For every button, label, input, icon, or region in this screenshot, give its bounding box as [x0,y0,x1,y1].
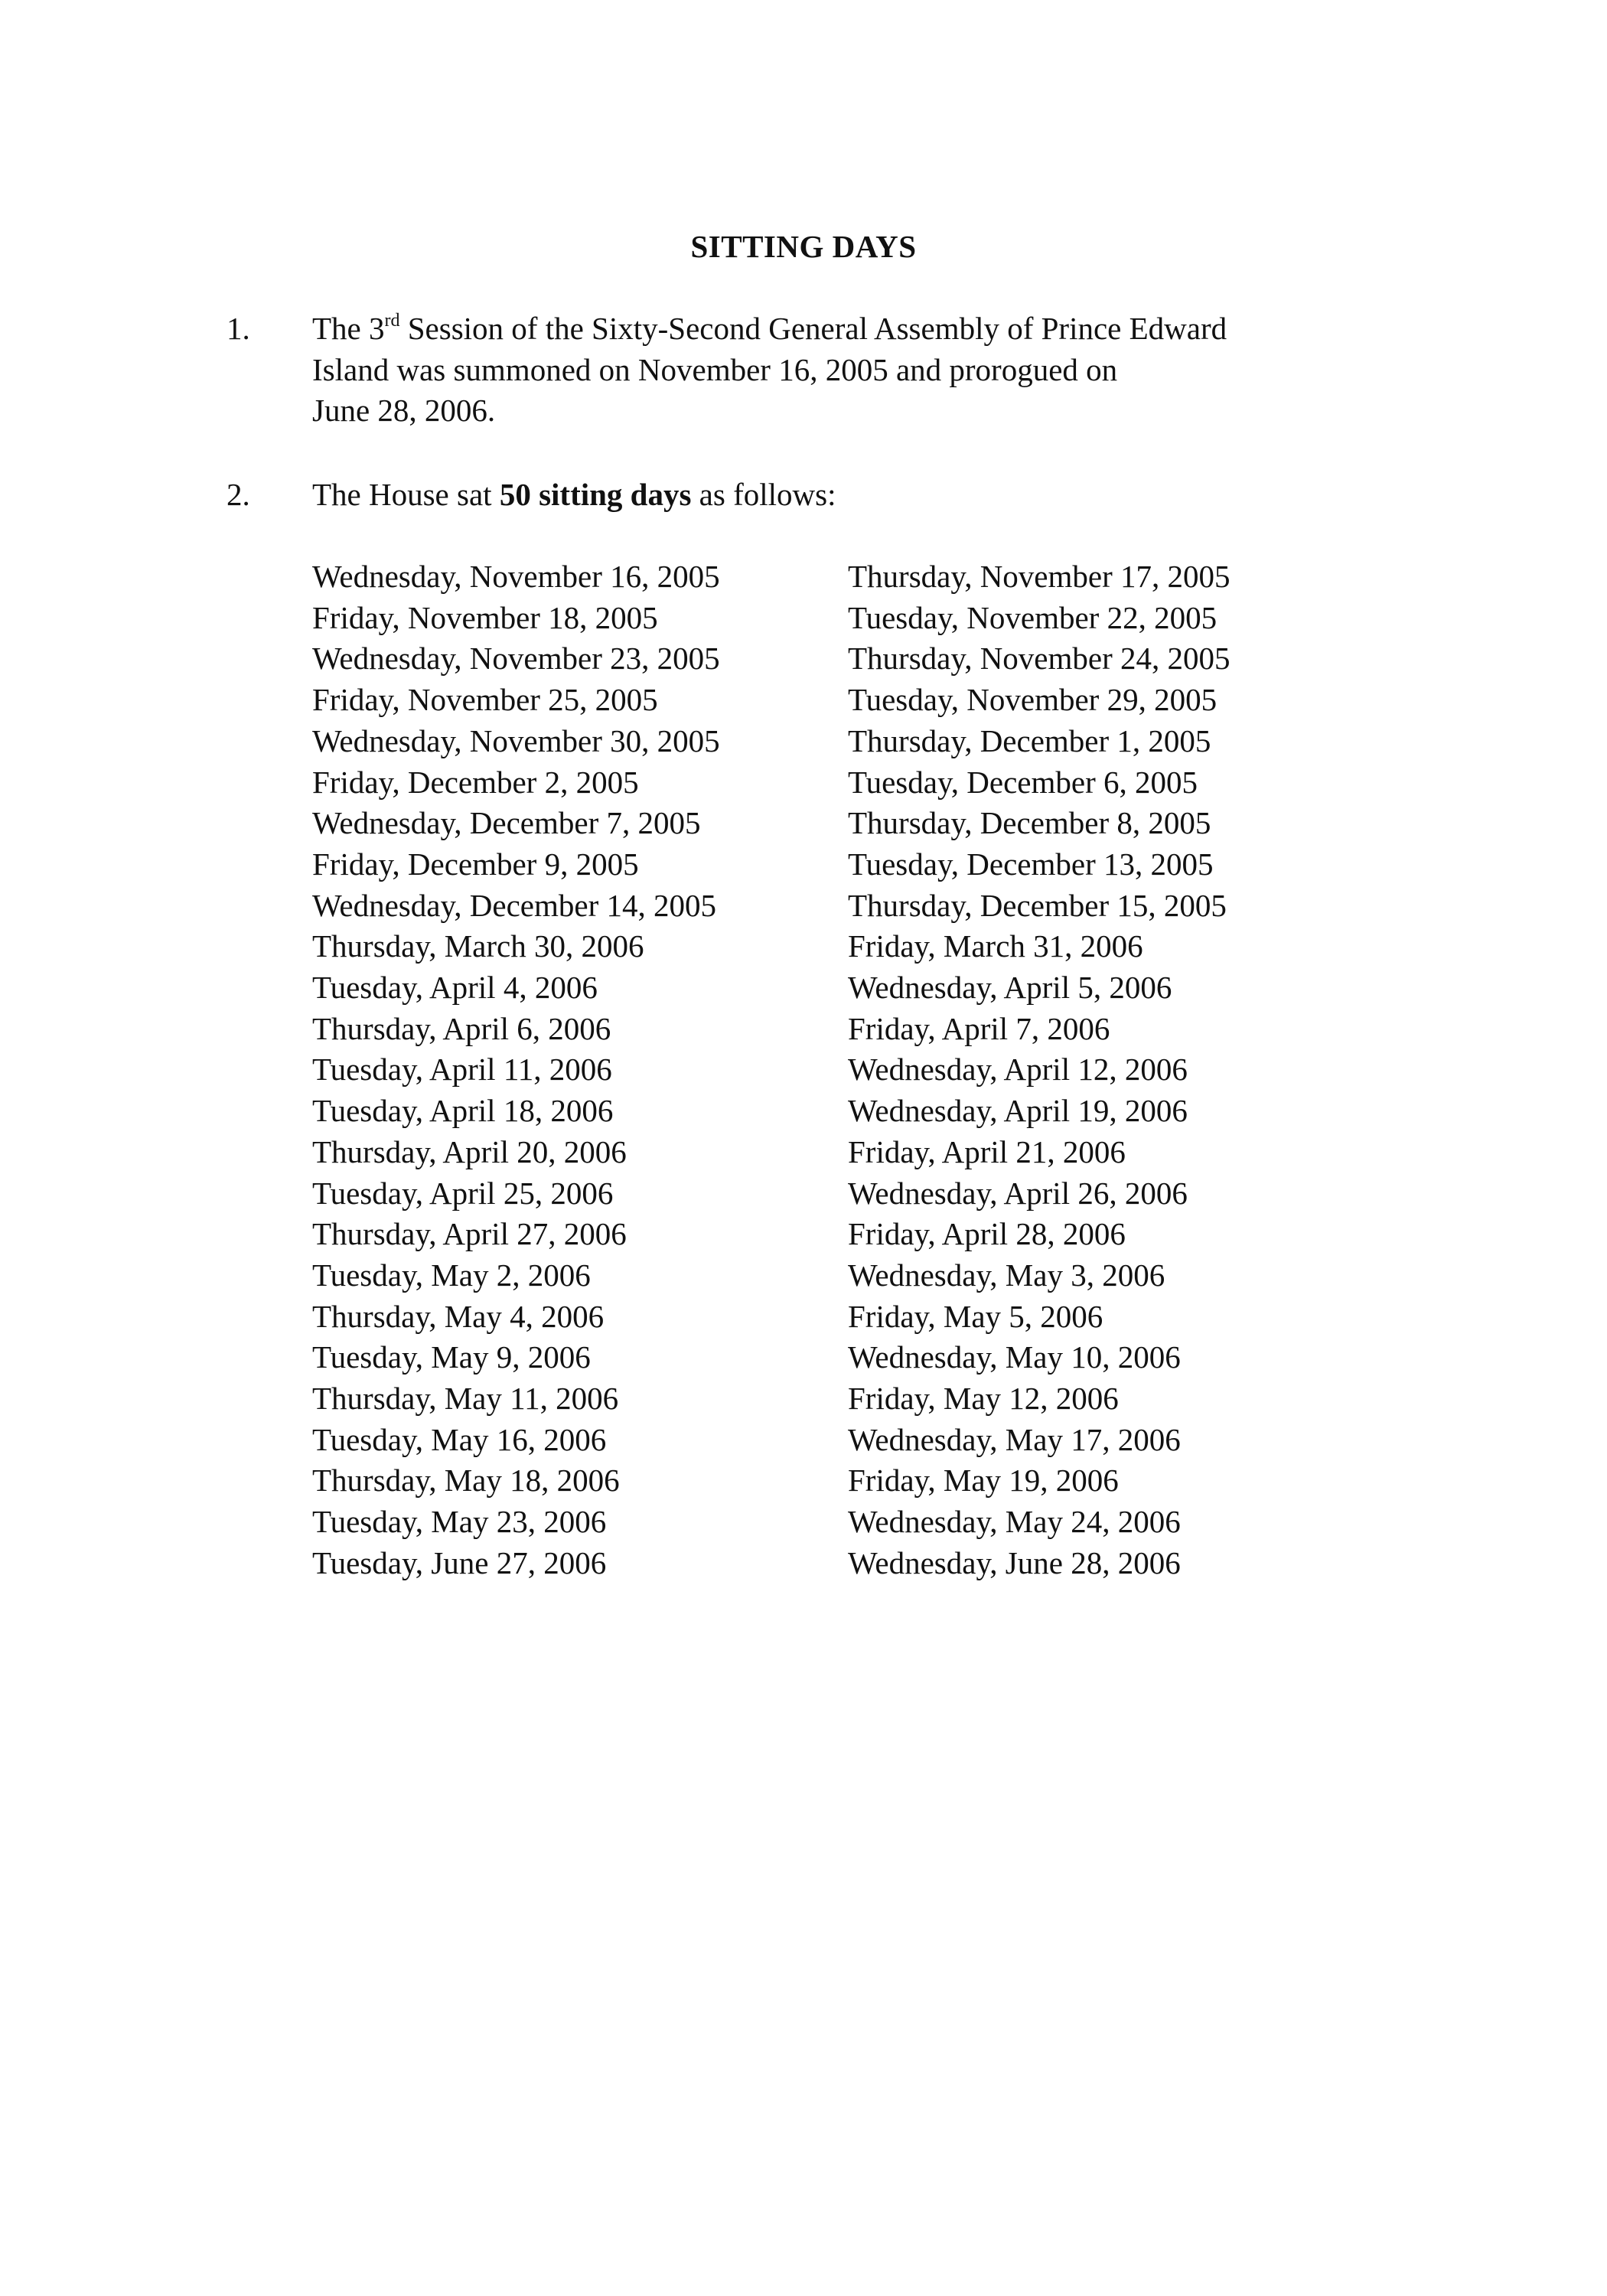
sitting-day-row [312,762,1384,804]
sitting-day-right: Tuesday, December 6, 2005 [848,764,1198,800]
sitting-day-row [312,556,1384,598]
sitting-day-right: Friday, May 12, 2006 [848,1381,1119,1417]
sitting-day-row [312,1502,1384,1543]
list-item-text [312,308,1399,432]
sitting-day-row [312,1049,1384,1091]
sitting-day-right: Tuesday, November 22, 2005 [848,599,1217,635]
sitting-day-row [312,1091,1384,1132]
sitting-day-right: Wednesday, May 17, 2006 [848,1421,1181,1457]
sitting-day-row [312,926,1384,967]
sitting-day-row [312,721,1384,762]
sitting-day-left: Tuesday, June 27, 2006 [312,1544,607,1580]
sitting-day-row [312,1009,1384,1050]
sitting-day-right: Tuesday, November 29, 2005 [848,682,1217,718]
sitting-day-right: Thursday, December 8, 2005 [848,805,1211,841]
sitting-day-right: Wednesday, April 26, 2006 [848,1175,1188,1211]
sitting-day-row [312,1420,1384,1461]
page-title: SITTING DAYS [690,229,917,264]
sitting-day-right: Friday, May 19, 2006 [848,1463,1119,1499]
sitting-day-right: Friday, May 5, 2006 [848,1298,1103,1334]
item2-text-start: The House sat [312,477,500,512]
item1-text-start: The 3 [312,311,385,346]
sitting-days-count: 50 sitting days [499,477,692,512]
sitting-day-row [312,1460,1384,1502]
sitting-day-row [312,803,1384,844]
sitting-day-left: Tuesday, April 18, 2006 [312,1093,614,1129]
sitting-day-right: Friday, March 31, 2006 [848,928,1143,964]
sitting-day-row [312,680,1384,721]
sitting-day-left: Tuesday, April 11, 2006 [312,1052,612,1088]
sitting-day-row [312,1255,1384,1296]
sitting-day-row [312,844,1384,885]
sitting-day-left: Friday, December 2, 2005 [312,764,639,800]
sitting-day-left: Thursday, April 27, 2006 [312,1216,627,1252]
sitting-day-row [312,1132,1384,1173]
sitting-day-right: Thursday, November 24, 2005 [848,641,1231,677]
sitting-day-left: Friday, November 18, 2005 [312,599,658,635]
item2-text-end: as follows: [691,477,836,512]
sitting-day-left: Thursday, May 18, 2006 [312,1463,620,1499]
sitting-day-right: Wednesday, April 5, 2006 [848,970,1172,1006]
sitting-day-left: Wednesday, December 14, 2005 [312,887,716,923]
sitting-day-left: Tuesday, May 2, 2006 [312,1257,591,1293]
sitting-day-left: Wednesday, November 23, 2005 [312,641,720,677]
sitting-day-row [312,1296,1384,1338]
sitting-day-row [312,1173,1384,1215]
sitting-day-right: Wednesday, May 3, 2006 [848,1257,1165,1293]
list-item-text [312,475,1399,516]
sitting-days-list [312,556,1384,1584]
sitting-day-row [312,1337,1384,1378]
sitting-day-right: Friday, April 7, 2006 [848,1010,1110,1046]
sitting-day-right: Wednesday, May 24, 2006 [848,1504,1181,1540]
sitting-day-right: Friday, April 28, 2006 [848,1216,1126,1252]
sitting-day-right: Thursday, November 17, 2005 [848,559,1231,594]
item1-text-rest: Session of the Sixty-Second General Assembly of Prince Edward [399,311,1227,346]
sitting-day-left: Thursday, May 11, 2006 [312,1381,619,1417]
sitting-day-left: Thursday, March 30, 2006 [312,928,644,964]
sitting-day-right: Friday, April 21, 2006 [848,1133,1126,1169]
item1-line-3: June 28, 2006. [312,393,496,428]
sitting-day-right: Wednesday, June 28, 2006 [848,1544,1181,1580]
item1-line-2: Island was summoned on November 16, 2005 and prorogued on [312,351,1118,387]
sitting-day-right: Wednesday, April 19, 2006 [848,1093,1188,1129]
sitting-day-right: Thursday, December 15, 2005 [848,887,1227,923]
sitting-day-left: Thursday, April 6, 2006 [312,1010,611,1046]
sitting-day-row [312,1214,1384,1255]
ordinal-superscript: rd [384,311,400,331]
sitting-day-row [312,598,1384,639]
sitting-day-left: Tuesday, May 16, 2006 [312,1421,607,1457]
list-item-number: 1. [227,311,250,346]
sitting-day-right: Thursday, December 1, 2005 [848,722,1211,758]
sitting-day-row [312,1378,1384,1420]
item1-line-1 [312,308,1399,350]
sitting-day-row [312,967,1384,1009]
sitting-day-right: Tuesday, December 13, 2005 [848,846,1214,882]
sitting-day-left: Friday, December 9, 2005 [312,846,639,882]
list-item-number: 2. [227,477,250,512]
sitting-day-left: Thursday, April 20, 2006 [312,1133,627,1169]
item2-line-1 [312,475,1399,516]
sitting-day-left: Tuesday, May 23, 2006 [312,1504,607,1540]
sitting-day-right: Wednesday, April 12, 2006 [848,1052,1188,1088]
sitting-day-left: Tuesday, April 4, 2006 [312,970,598,1006]
sitting-day-left: Wednesday, November 30, 2005 [312,722,720,758]
sitting-day-left: Wednesday, December 7, 2005 [312,805,701,841]
sitting-day-left: Wednesday, November 16, 2005 [312,559,720,594]
sitting-day-left: Tuesday, April 25, 2006 [312,1175,614,1211]
sitting-day-right: Wednesday, May 10, 2006 [848,1339,1181,1375]
sitting-day-row [312,638,1384,680]
sitting-day-row [312,885,1384,927]
sitting-day-left: Thursday, May 4, 2006 [312,1298,605,1334]
sitting-day-row [312,1543,1384,1584]
sitting-day-left: Friday, November 25, 2005 [312,682,658,718]
sitting-day-left: Tuesday, May 9, 2006 [312,1339,591,1375]
